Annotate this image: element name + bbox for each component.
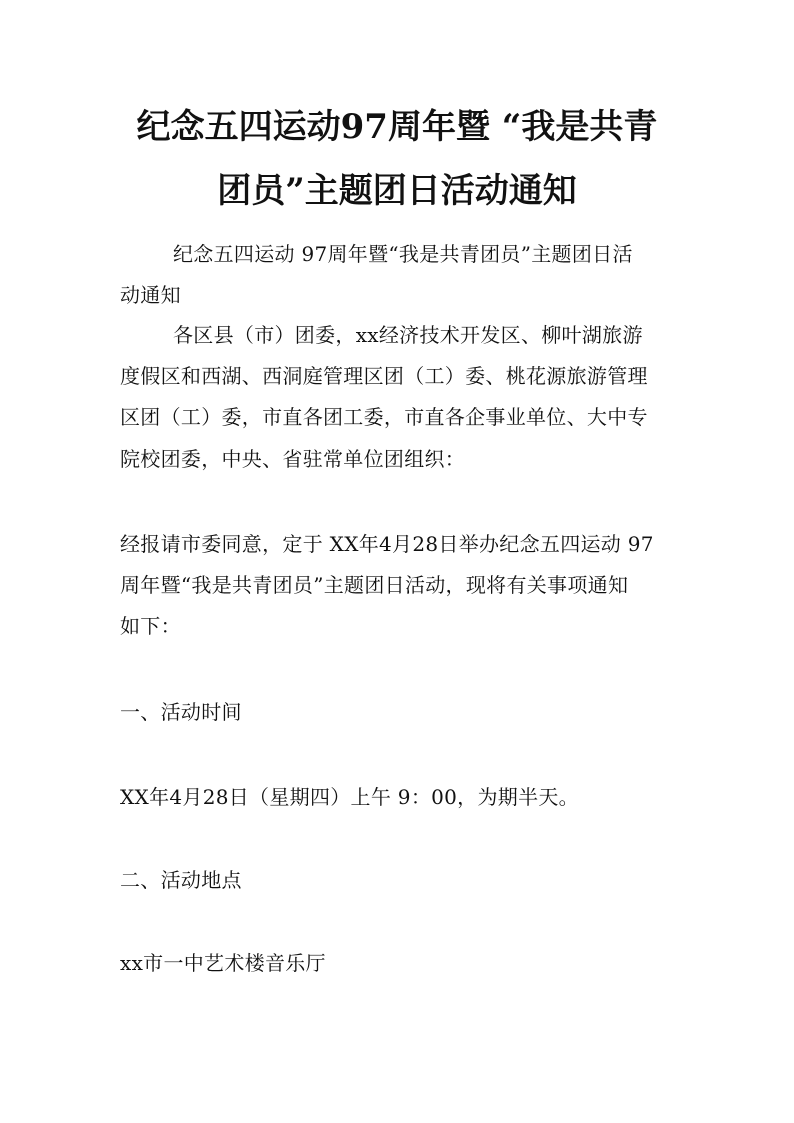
section2-heading: 二、活动地点 bbox=[120, 868, 242, 892]
section2-text: xx市一中艺术楼音乐厅 bbox=[120, 951, 326, 975]
intro-line-2: 周年暨“我是共青团员”主题团日活动，现将有关事项通知 bbox=[120, 573, 629, 597]
document-title-line-1: 纪念五四运动97周年暨 “我是共青 bbox=[136, 107, 658, 147]
intro-line-3: 如下： bbox=[120, 614, 181, 638]
intro-line-1: 经报请市委同意，定于 XX年4月28日举办纪念五四运动 97 bbox=[120, 532, 654, 556]
subtitle-line-2: 动通知 bbox=[120, 283, 181, 307]
subtitle-line-1: 纪念五四运动 97周年暨“我是共青团员”主题团日活 bbox=[173, 242, 633, 266]
section1-text: XX年4月28日（星期四）上午 9：00，为期半天。 bbox=[120, 785, 579, 809]
addressee-line-2: 度假区和西湖、西洞庭管理区团（工）委、桃花源旅游管理 bbox=[120, 364, 648, 388]
document-title-line-2: 团员”主题团日活动通知 bbox=[217, 171, 577, 211]
addressee-line-1: 各区县（市）团委，xx经济技术开发区、柳叶湖旅游 bbox=[173, 323, 643, 347]
addressee-line-4: 院校团委，中央、省驻常单位团组织： bbox=[120, 447, 466, 471]
section1-heading: 一、活动时间 bbox=[120, 700, 242, 724]
addressee-line-3: 区团（工）委，市直各团工委，市直各企事业单位、大中专 bbox=[120, 405, 648, 429]
